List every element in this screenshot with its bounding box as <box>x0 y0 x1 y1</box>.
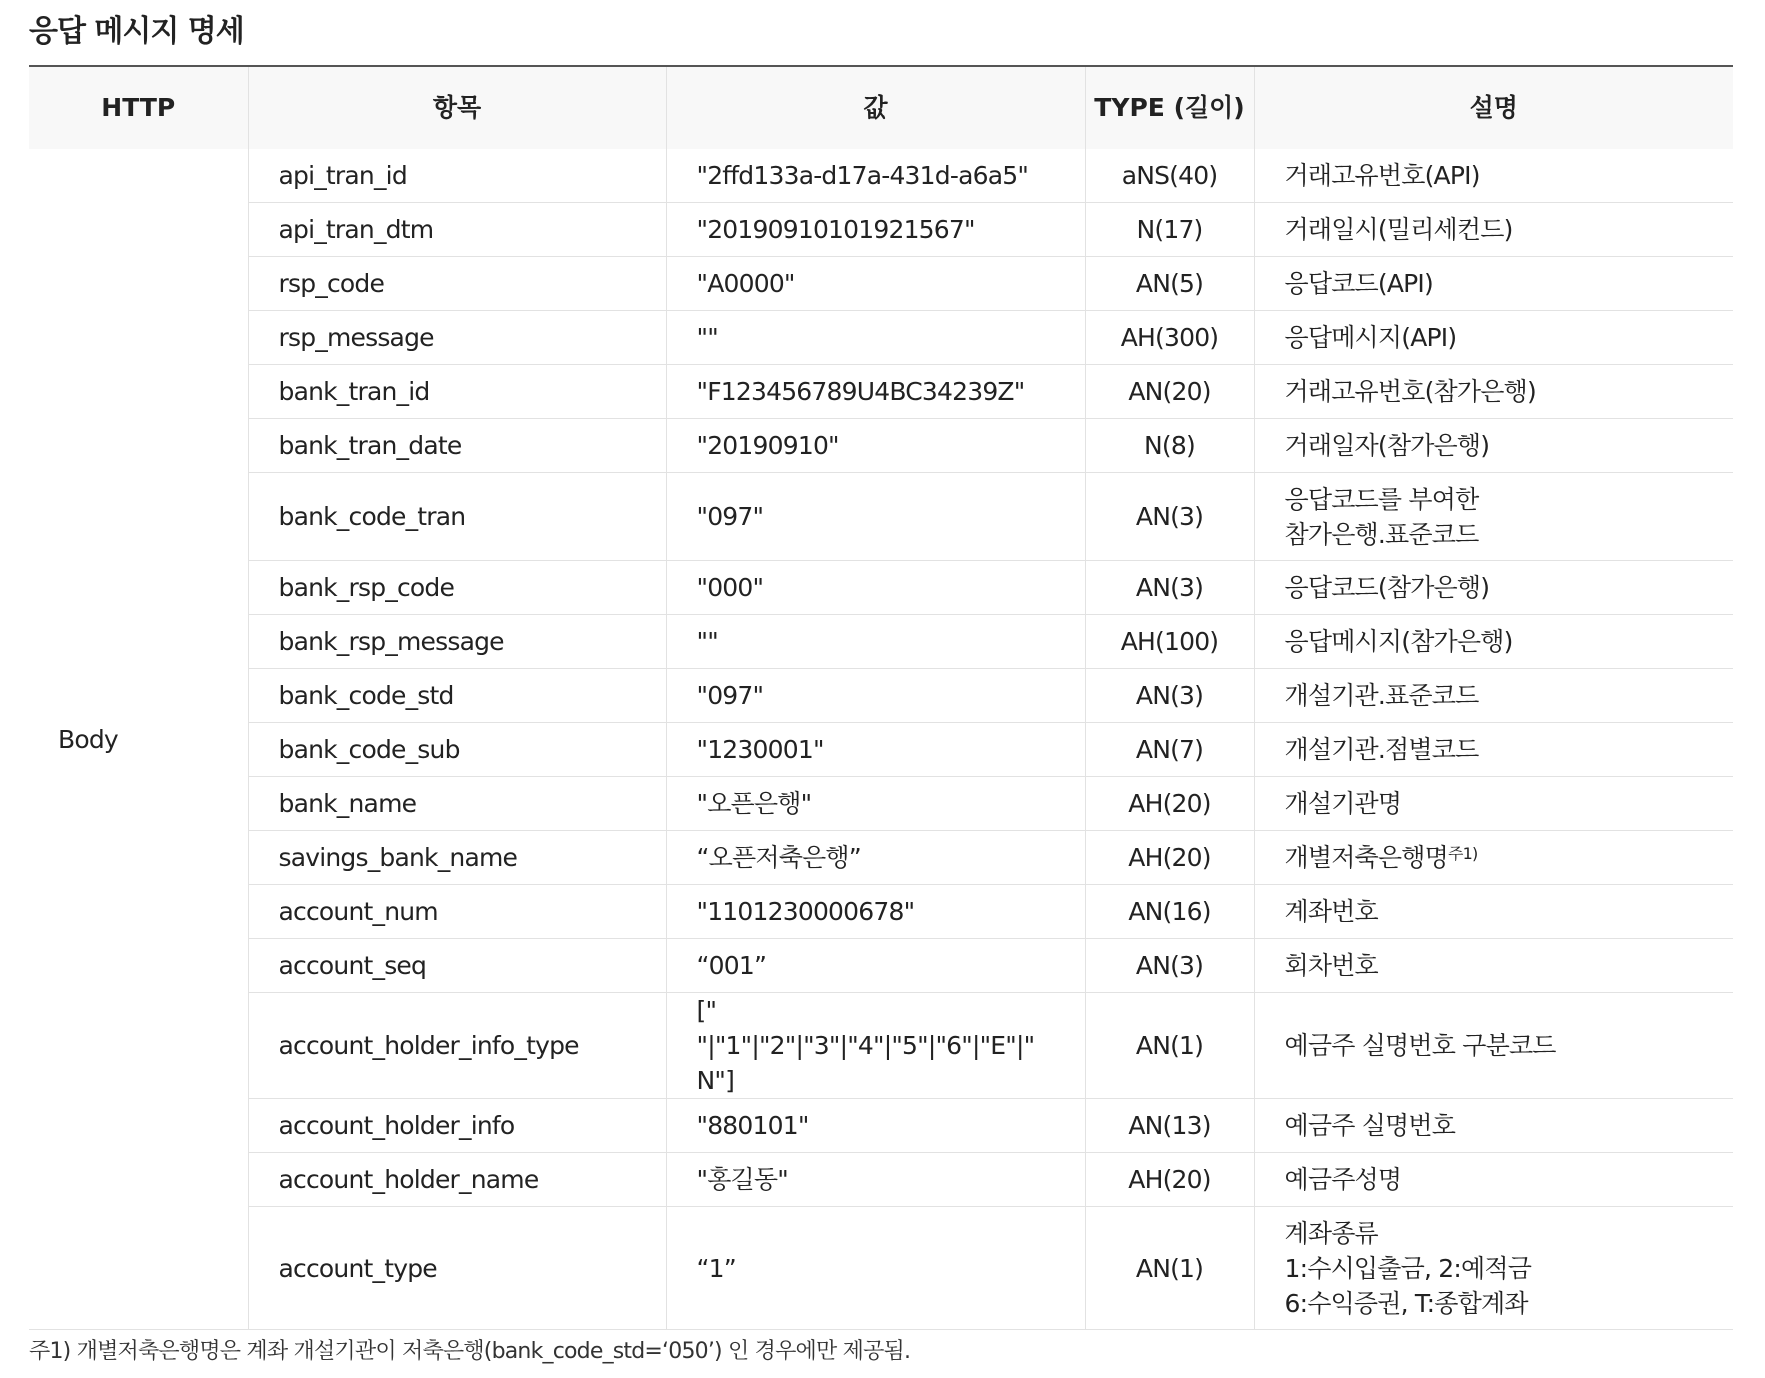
item-cell: bank_rsp_message <box>248 615 666 669</box>
type-cell: AN(1) <box>1085 1207 1254 1330</box>
value-cell: "097" <box>666 669 1085 723</box>
table-row <box>29 723 1733 777</box>
response-spec-table <box>29 65 1733 1330</box>
table-row <box>29 885 1733 939</box>
type-cell: AN(3) <box>1085 939 1254 993</box>
table-row <box>29 1099 1733 1153</box>
value-cell: "F123456789U4BC34239Z" <box>666 365 1085 419</box>
value-cell: "" <box>666 311 1085 365</box>
item-cell: api_tran_dtm <box>248 203 666 257</box>
table-row <box>29 419 1733 473</box>
type-cell: N(8) <box>1085 419 1254 473</box>
header-item: 항목 <box>248 66 666 149</box>
desc-cell: 응답코드(API) <box>1254 257 1733 311</box>
desc-line: 계좌종류 <box>1284 1218 1378 1248</box>
item-cell: savings_bank_name <box>248 831 666 885</box>
footnote: 주1) 개별저축은행명은 계좌 개설기관이 저축은행(bank_code_std=‘050’) 인 경우에만 제공됨. <box>29 1339 911 1364</box>
desc-cell: 거래일시(밀리세컨드) <box>1254 203 1733 257</box>
desc-cell: 개설기관.점별코드 <box>1254 723 1733 777</box>
value-cell: "오픈은행" <box>666 777 1085 831</box>
type-cell: AH(20) <box>1085 777 1254 831</box>
header-value: 값 <box>666 66 1085 149</box>
desc-cell <box>1254 473 1733 561</box>
item-cell: account_seq <box>248 939 666 993</box>
header-type <box>1085 66 1254 149</box>
value-cell: "A0000" <box>666 257 1085 311</box>
type-cell: AN(20) <box>1085 365 1254 419</box>
table-row <box>29 831 1733 885</box>
value-cell: "000" <box>666 561 1085 615</box>
desc-cell: 응답메시지(API) <box>1254 311 1733 365</box>
table-row <box>29 777 1733 831</box>
table-row <box>29 311 1733 365</box>
desc-cell: 개설기관.표준코드 <box>1254 669 1733 723</box>
desc-cell: 회차번호 <box>1254 939 1733 993</box>
type-cell: AH(300) <box>1085 311 1254 365</box>
footnote-ref: 주1) <box>1447 844 1478 863</box>
type-cell: AH(100) <box>1085 615 1254 669</box>
table-header-row <box>29 66 1733 149</box>
value-line: N"] <box>696 1066 735 1095</box>
type-cell: AN(1) <box>1085 993 1254 1099</box>
table-row <box>29 1207 1733 1330</box>
table-row <box>29 365 1733 419</box>
value-cell: "홍길동" <box>666 1153 1085 1207</box>
header-type-length: (길이) <box>1173 93 1245 122</box>
item-cell: rsp_message <box>248 311 666 365</box>
desc-cell: 개설기관명 <box>1254 777 1733 831</box>
desc-cell: 거래일자(참가은행) <box>1254 419 1733 473</box>
value-line: [" "|"1"|"2"|"3"|"4"|"5"|"6"|"E"|" <box>696 996 1035 1060</box>
type-cell: AN(3) <box>1085 669 1254 723</box>
item-cell: bank_tran_date <box>248 419 666 473</box>
item-cell: bank_code_std <box>248 669 666 723</box>
type-cell: AH(20) <box>1085 831 1254 885</box>
type-cell: AN(3) <box>1085 561 1254 615</box>
desc-line: 참가은행.표준코드 <box>1284 519 1479 549</box>
item-cell: account_num <box>248 885 666 939</box>
item-cell: bank_code_sub <box>248 723 666 777</box>
desc-cell: 거래고유번호(API) <box>1254 149 1733 203</box>
item-cell: bank_code_tran <box>248 473 666 561</box>
item-cell: account_holder_name <box>248 1153 666 1207</box>
desc-text: 개별저축은행명 <box>1284 843 1448 872</box>
table-row <box>29 203 1733 257</box>
value-cell: "880101" <box>666 1099 1085 1153</box>
value-cell: “오픈저축은행” <box>666 831 1085 885</box>
table-row <box>29 939 1733 993</box>
desc-cell: 예금주 실명번호 구분코드 <box>1254 993 1733 1099</box>
desc-cell: 거래고유번호(참가은행) <box>1254 365 1733 419</box>
type-cell: AN(13) <box>1085 1099 1254 1153</box>
page-title: 응답 메시지 명세 <box>29 14 244 49</box>
item-cell: account_holder_info_type <box>248 993 666 1099</box>
value-cell: "1101230000678" <box>666 885 1085 939</box>
value-cell: "1230001" <box>666 723 1085 777</box>
type-cell: AN(16) <box>1085 885 1254 939</box>
item-cell: bank_tran_id <box>248 365 666 419</box>
table-row <box>29 1153 1733 1207</box>
desc-cell: 예금주 실명번호 <box>1254 1099 1733 1153</box>
value-cell: “1” <box>666 1207 1085 1330</box>
table-row <box>29 993 1733 1099</box>
desc-cell: 계좌번호 <box>1254 885 1733 939</box>
value-cell: "097" <box>666 473 1085 561</box>
table-row <box>29 669 1733 723</box>
table-row <box>29 561 1733 615</box>
type-cell: AN(5) <box>1085 257 1254 311</box>
value-cell: "20190910101921567" <box>666 203 1085 257</box>
item-cell: bank_rsp_code <box>248 561 666 615</box>
item-cell: rsp_code <box>248 257 666 311</box>
value-cell: "20190910" <box>666 419 1085 473</box>
value-cell <box>666 993 1085 1099</box>
item-cell: bank_name <box>248 777 666 831</box>
value-cell: "" <box>666 615 1085 669</box>
table-row <box>29 615 1733 669</box>
header-type-label: TYPE <box>1094 93 1165 122</box>
desc-cell <box>1254 1207 1733 1330</box>
item-cell: account_holder_info <box>248 1099 666 1153</box>
desc-line: 응답코드를 부여한 <box>1284 484 1479 514</box>
type-cell: AH(20) <box>1085 1153 1254 1207</box>
type-cell: aNS(40) <box>1085 149 1254 203</box>
table-row <box>29 473 1733 561</box>
http-section-cell: Body <box>29 149 248 1330</box>
table-row <box>29 257 1733 311</box>
desc-line: 6:수익증권, T:종합계좌 <box>1284 1288 1528 1318</box>
value-cell: “001” <box>666 939 1085 993</box>
item-cell: api_tran_id <box>248 149 666 203</box>
type-cell: AN(7) <box>1085 723 1254 777</box>
item-cell: account_type <box>248 1207 666 1330</box>
desc-cell: 응답메시지(참가은행) <box>1254 615 1733 669</box>
header-http: HTTP <box>29 66 248 149</box>
desc-cell: 응답코드(참가은행) <box>1254 561 1733 615</box>
type-cell: N(17) <box>1085 203 1254 257</box>
type-cell: AN(3) <box>1085 473 1254 561</box>
value-cell: "2ffd133a-d17a-431d-a6a5" <box>666 149 1085 203</box>
desc-cell <box>1254 831 1733 885</box>
header-desc: 설명 <box>1254 66 1733 149</box>
desc-cell: 예금주성명 <box>1254 1153 1733 1207</box>
table-row <box>29 149 1733 203</box>
desc-line: 1:수시입출금, 2:예적금 <box>1284 1253 1532 1283</box>
